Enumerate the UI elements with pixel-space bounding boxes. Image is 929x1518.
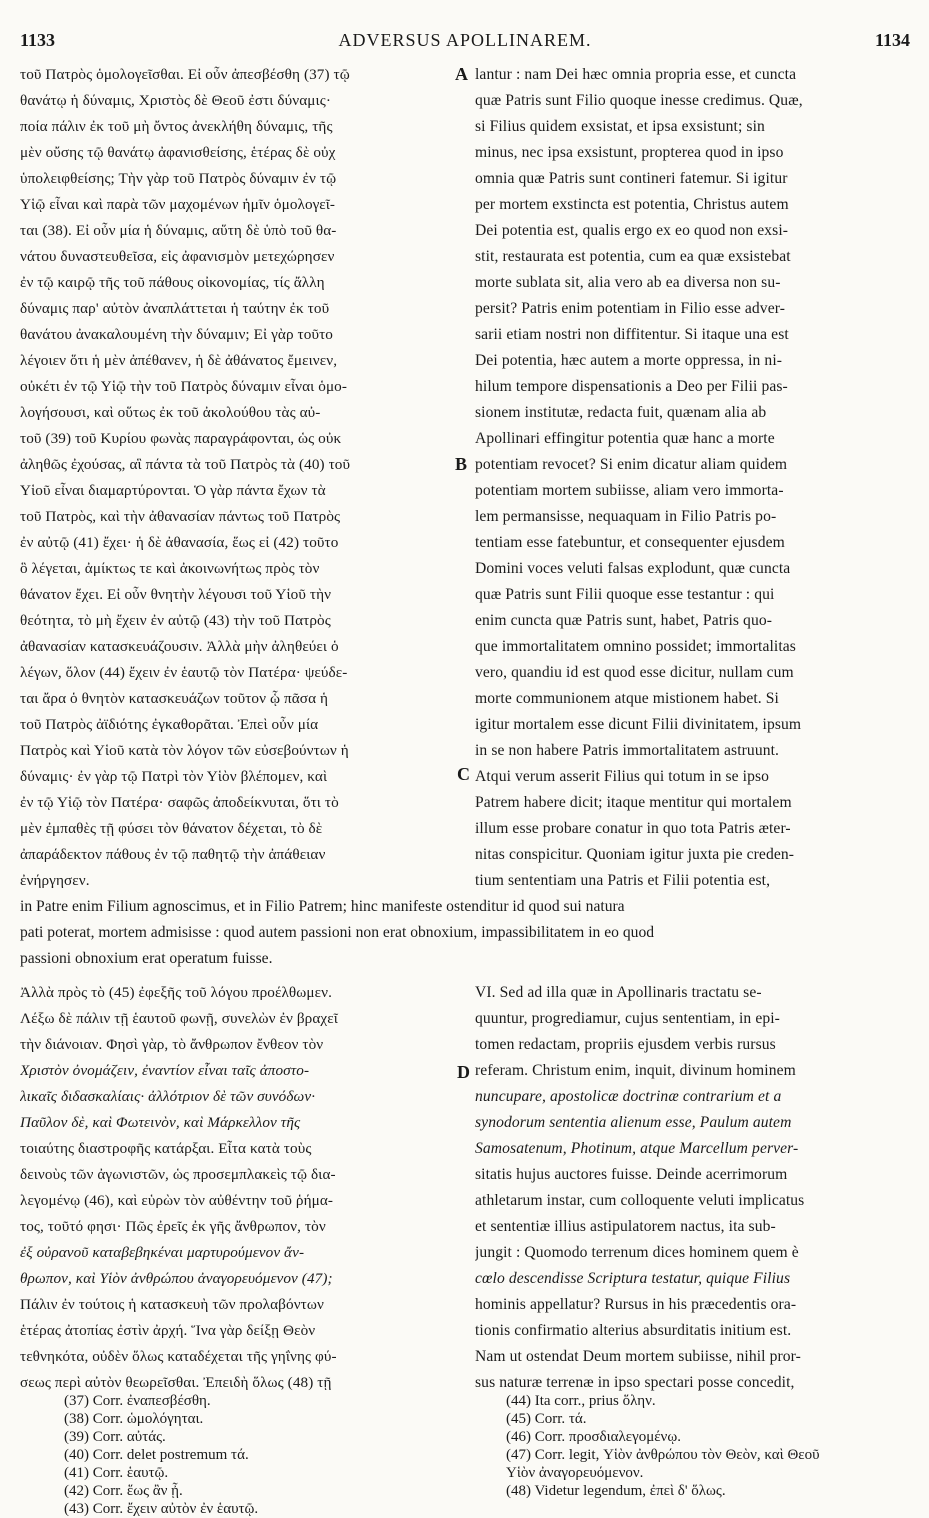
running-header — [20, 30, 910, 56]
text-line: ἐνήργησεν. — [20, 872, 90, 889]
footnote: Υἱὸν ἀναγορευόμενον. — [506, 1465, 644, 1481]
greek-column-bottom — [20, 980, 460, 1396]
text-line: οὐκέτι ἐν τῷ Υἱῷ τὴν τοῦ Πατρὸς δύναμιν εἶναι ὁμο- — [20, 378, 348, 395]
text-line: ἀπαράδεκτον πάθους ἐν τῷ παθητῷ τὴν ἀπάθειαν — [20, 846, 326, 863]
text-line: referam. Christum enim, inquit, divinum hominem — [475, 1062, 796, 1079]
text-line: δύναμις· ἐν γὰρ τῷ Πατρὶ τὸν Υἱὸν βλέπομεν, καὶ — [20, 768, 328, 785]
text-line: et sententiæ illius astipulatorem nactus, ita sub- — [475, 1218, 776, 1235]
text-line: omnia quæ Patris sunt contineri fatemur. Si igitur — [475, 170, 788, 187]
text-line: Dei potentia est, qualis ergo ex eo quod non exsi- — [475, 222, 789, 239]
text-line: θεότητα, τὸ μὴ ἔχειν ἐν αὐτῷ (43) τὴν τοῦ Πατρὸς — [20, 612, 331, 629]
footnote: (41) Corr. ἑαυτῷ. — [64, 1465, 169, 1481]
text-line: νάτου δυναστευθεῖσα, εἰς ἀφανισμὸν μετεχώρησεν — [20, 248, 335, 265]
page-number-right: 1134 — [874, 30, 910, 50]
text-line: τος, τοῦτό φησι· Πῶς ἐρεῖς ἐκ γῆς ἄνθρωπον, τὸν — [20, 1218, 326, 1235]
footnote: (45) Corr. τά. — [506, 1411, 587, 1427]
footnotes-right — [506, 1392, 911, 1500]
text-line: sus naturæ terrenæ in ipso spectari posse concedit, — [475, 1374, 795, 1391]
text-line: θρωπον, καὶ Υἱὸν ἀνθρώπου ἀναγορευόμενον (47); — [20, 1270, 333, 1287]
text-line: hilum tempore dispensationis a Deo per Filii pas- — [475, 378, 788, 395]
text-line: que immortalitatem omnino possidet; immortalitas — [475, 638, 796, 655]
text-line: Ἀλλὰ πρὸς τὸ (45) ἐφεξῆς τοῦ λόγου προέλθωμεν. — [20, 984, 332, 1001]
text-line: τοῦ Πατρὸς ὁμολογεῖσθαι. Εἰ οὖν ἀπεσβέσθη (37) τῷ — [20, 66, 350, 83]
footnote: (39) Corr. αὐτάς. — [64, 1429, 166, 1445]
text-line: sionem institutæ, redacta fuit, quænam alia ab — [475, 404, 767, 421]
page-number-left: 1133 — [20, 30, 56, 50]
text-line: λέγων, ὅλον (44) ἔχειν ἐν ἑαυτῷ τὸν Πατέρα· ψεύδε- — [20, 664, 348, 681]
text-line: morte communionem atque mistionem habet. Si — [475, 690, 779, 707]
text-line: δύναμις παρ' αὐτὸν ἀναπλάττεται ἡ ταύτην ἐκ τοῦ — [20, 300, 330, 317]
latin-column-bottom — [475, 980, 911, 1396]
text-line: potentiam revocet? Si enim dicatur aliam quidem — [475, 456, 788, 473]
text-line: τεθνηκότα, οὐδὲν ὅλως καταδέχεται τῆς γηΐνης φύ- — [20, 1348, 337, 1365]
text-line: athletarum instar, cum colloquente veluti implicatus — [475, 1192, 805, 1209]
text-line: μὲν ἐμπαθὲς τῇ φύσει τὸν θάνατον δέχεται, τὸ δὲ — [20, 820, 323, 837]
text-line: τοῦ Πατρὸς ἀϊδιότης ἐγκαθορᾶται. Ἐπεὶ οὖν μία — [20, 716, 319, 733]
text-line: si Filius quidem exsistat, et ipsa exsistunt; sin — [475, 118, 765, 135]
text-line: θανάτῳ ἡ δύναμις, Χριστὸς δὲ Θεοῦ ἐστι δύναμις· — [20, 92, 331, 109]
text-line: Λέξω δὲ πάλιν τῇ ἑαυτοῦ φωνῇ, συνελὼν ἐν βραχεῖ — [20, 1010, 338, 1027]
text-line: μὲν οὔσης τῷ θανάτῳ ἀφανισθείσης, ἑτέρας δὲ οὐχ — [20, 144, 336, 161]
text-line: passioni obnoxium erat operatum fuisse. — [20, 950, 273, 967]
text-line: in Patre enim Filium agnoscimus, et in Filio Patrem; hinc manifeste ostenditur id quod sui natura — [20, 898, 625, 915]
text-line: hominis appellatur? Rursus in his præcedentis ora- — [475, 1296, 797, 1313]
column-marker-b: B — [455, 454, 468, 474]
greek-column-top — [20, 62, 460, 894]
text-line: persit? Patris enim potentiam in Filio esse adver- — [475, 300, 785, 317]
text-line: ἐξ οὐρανοῦ καταβεβηκέναι μαρτυρούμενον ἄν- — [20, 1244, 305, 1261]
text-line: Nam ut ostendat Deum mortem subiisse, nihil pror- — [475, 1348, 801, 1365]
text-line: in se non habere Patris immortalitatem astruunt. — [475, 742, 780, 759]
latin-full-width — [20, 894, 910, 972]
text-line: illum esse probare conatur in quo tota Patris æter- — [475, 820, 791, 837]
text-line: tentiam esse fatebuntur, et consequenter ejusdem — [475, 534, 785, 551]
text-line: sarii etiam nostri non diffitentur. Si itaque una est — [475, 326, 789, 343]
text-line: τὴν διάνοιαν. Φησὶ γὰρ, τὸ ἄνθρωπον ἔνθεον τὸν — [20, 1036, 324, 1053]
text-line: ὑπολειφθείσης; Τὴν γὰρ τοῦ Πατρὸς δύναμιν ἐν τῷ — [20, 170, 337, 187]
text-line: nitas conspicitur. Quoniam igitur juxta pie creden- — [475, 846, 795, 863]
text-line: minus, nec ipsa exsistunt, propterea quod in ipso — [475, 144, 784, 161]
footnotes-left — [64, 1392, 464, 1518]
footnote: (40) Corr. delet postremum τά. — [64, 1447, 249, 1463]
text-line: ὃ λέγεται, ἀμίκτως τε καὶ ἀκοινωνήτως πρὸς τὸν — [20, 560, 320, 577]
text-line: pati poterat, mortem admisisse : quod autem passioni non erat obnoxium, impassibilitatem in eo quod — [20, 924, 655, 941]
running-title: ADVERSUS APOLLINAREM. — [338, 30, 592, 50]
text-line: ἐν αὐτῷ (41) ἔχει· ἡ δὲ ἀθανασία, ἕως εἰ (42) τοῦτο — [20, 534, 339, 551]
text-line: jungit : Quomodo terrenum dices hominem quem è — [475, 1244, 799, 1261]
text-line: Χριστὸν ὀνομάζειν, ἐναντίον εἶναι ταῖς ἀποστο- — [20, 1062, 310, 1079]
text-line: igitur mortalem esse dicunt Filii divinitatem, ipsum — [475, 716, 802, 733]
text-line: σεως περὶ αὐτὸν θεωρεῖσθαι. Ἐπειδὴ ὅλως (48) τῇ — [20, 1374, 332, 1391]
text-line: quuntur, progrediamur, cujus sententiam, in epi- — [475, 1010, 780, 1027]
text-line: stit, restaurata est potentia, cum ea quæ exsistebat — [475, 248, 791, 265]
text-line: τοῦ Πατρὸς, καὶ τὴν ἀθανασίαν πάντως τοῦ Πατρὸς — [20, 508, 341, 525]
column-marker-a: A — [455, 64, 468, 84]
text-line: ποία πάλιν ἐκ τοῦ μὴ ὄντος ἀνεκλήθη δύναμις, τῆς — [20, 118, 333, 135]
text-line: ται (38). Εἰ οὖν μία ἡ δύναμις, αὕτη δὲ ὑπὸ τοῦ θα- — [20, 222, 337, 239]
footnote: (38) Corr. ὡμολόγηται. — [64, 1411, 204, 1427]
text-line: Patrem habere dicit; itaque mentitur qui mortalem — [475, 794, 792, 811]
text-line: λεγομένῳ (46), καὶ εὑρὼν τὸν αὐθέντην τοῦ ῥήμα- — [20, 1192, 334, 1209]
text-line: quæ Patris sunt Filio quoque inesse credimus. Quæ, — [475, 92, 803, 109]
text-line: Apollinari effingitur potentia quæ hanc a morte — [475, 430, 775, 447]
text-line: enim cuncta quæ Patris sunt, habet, Patris quo- — [475, 612, 773, 629]
text-line: Παῦλον δὲ, καὶ Φωτεινὸν, καὶ Μάρκελλον τῆς — [20, 1114, 301, 1131]
text-line: Atqui verum asserit Filius qui totum in se ipso — [475, 768, 770, 785]
text-line: λικαῖς διδασκαλίαις· ἀλλότριον δὲ τῶν συνόδων· — [20, 1088, 316, 1105]
text-line: Πάλιν ἐν τούτοις ἡ κατασκευὴ τῶν προλαβόντων — [20, 1296, 324, 1313]
text-line: synodorum sententia alienum esse, Paulum autem — [475, 1114, 792, 1131]
text-line: per mortem exstincta est potentia, Christus autem — [475, 196, 789, 213]
column-marker-d: D — [457, 1062, 470, 1082]
column-marker-c: C — [457, 764, 470, 784]
text-line: tionis confirmatio alterius absurditatis initium est. — [475, 1322, 792, 1339]
text-line: ται ἄρα ὁ θνητὸν κατασκευάζων τοῦτον ᾧ πᾶσα ἡ — [20, 690, 329, 707]
text-line: θάνατον ἔχει. Εἰ οὖν θνητὴν λέγουσι τοῦ Υἱοῦ τὴν — [20, 586, 332, 603]
text-line: Πατρὸς καὶ Υἱοῦ κατὰ τὸν λόγον τῶν εὐσεβούντων ἡ — [20, 742, 349, 759]
text-line: cœlo descendisse Scriptura testatur, quique Filius — [475, 1270, 791, 1287]
text-line: nuncupare, apostolicæ doctrinæ contrarium et a — [475, 1088, 782, 1105]
text-line: δεινοὺς τῶν ἀγωνιστῶν, ὡς προσεμπλακεὶς τῷ δια- — [20, 1166, 336, 1183]
text-line: ἀληθῶς ἐχούσας, αἳ πάντα τὰ τοῦ Πατρὸς τὰ (40) τοῦ — [20, 456, 351, 473]
text-line: Υἱῷ εἶναι καὶ παρὰ τῶν μαχομένων ἡμῖν ὁμολογεῖ- — [20, 196, 336, 213]
text-line: Dei potentia, hæc autem a morte oppressa, in ni- — [475, 352, 783, 369]
footnote: (43) Corr. ἔχειν αὐτὸν ἐν ἑαυτῷ. — [64, 1501, 259, 1517]
text-line: sitatis hujus auctores fuisse. Deinde acerrimorum — [475, 1166, 788, 1183]
text-line: θανάτου ἀνακαλουμένη τὴν δύναμιν; Εἰ γὰρ τοῦτο — [20, 326, 333, 343]
text-line: VI. Sed ad illa quæ in Apollinaris tractatu se- — [475, 984, 762, 1001]
text-line: τοῦ (39) τοῦ Κυρίου φωνὰς παραγράφονται, ὡς οὐκ — [20, 430, 342, 447]
text-line: τοιαύτης διαστροφῆς κατάρξαι. Εἶτα κατὰ τοὺς — [20, 1140, 312, 1157]
text-line: λογήσουσι, καὶ οὕτως ἐκ τοῦ ἀκολούθου τὰς αὐ- — [20, 404, 321, 421]
text-line: ἐν τῷ καιρῷ τῆς τοῦ πάθους οἰκονομίας, τίς ἄλλη — [20, 274, 325, 291]
text-line: quæ Patris sunt Filii quoque esse testantur : qui — [475, 586, 775, 603]
footnote: (44) Ita corr., prius ὅλην. — [506, 1393, 656, 1409]
text-line: ἀθανασίαν κατασκευάζουσιν. Ἀλλὰ μὴν ἀληθεύει ὁ — [20, 638, 339, 655]
text-line: λέγοιεν ὅτι ἡ μὲν ἀπέθανεν, ἡ δὲ ἀθάνατος ἔμεινεν, — [20, 352, 338, 369]
footnote: (48) Videtur legendum, ἐπεὶ δ' ὅλως. — [506, 1483, 726, 1499]
text-line: ἑτέρας ἀτοπίας ἐστὶν ἀρχή. Ἵνα γὰρ δείξῃ Θεὸν — [20, 1322, 316, 1339]
text-line: Domini voces veluti falsas explodunt, quæ cuncta — [475, 560, 791, 577]
footnote: (42) Corr. ἕως ἂν ᾖ. — [64, 1483, 183, 1499]
text-line: Υἱοῦ εἶναι διαμαρτύρονται. Ὁ γὰρ πάντα ἔχων τὰ — [20, 482, 326, 499]
text-line: morte sublata sit, alia vero ab ea diversa non su- — [475, 274, 781, 291]
footnote: (47) Corr. legit, Υἱὸν ἀνθρώπου τὸν Θεὸν, καὶ Θεοῦ — [506, 1447, 820, 1463]
text-line: tomen redactam, propriis ejusdem verbis rursus — [475, 1036, 776, 1053]
text-line: Samosatenum, Photinum, atque Marcellum perver- — [475, 1140, 799, 1157]
text-line: ἐν τῷ Υἱῷ τὸν Πατέρα· σαφῶς ἀποδείκνυται, ὅτι τὸ — [20, 794, 339, 811]
text-line: lem permansisse, nequaquam in Filio Patris po- — [475, 508, 777, 525]
footnote: (37) Corr. ἐναπεσβέσθη. — [64, 1393, 211, 1409]
latin-column-top — [475, 62, 911, 894]
text-line: lantur : nam Dei hæc omnia propria esse, et cuncta — [475, 66, 797, 83]
text-line: potentiam mortem subiisse, aliam vero immorta- — [475, 482, 784, 499]
footnote: (46) Corr. προσδιαλεγομένῳ. — [506, 1429, 681, 1445]
text-line: tium sententiam una Patris et Filii potentia est, — [475, 872, 771, 889]
text-line: vero, quandiu id est quod esse dicitur, nullam cum — [475, 664, 794, 681]
